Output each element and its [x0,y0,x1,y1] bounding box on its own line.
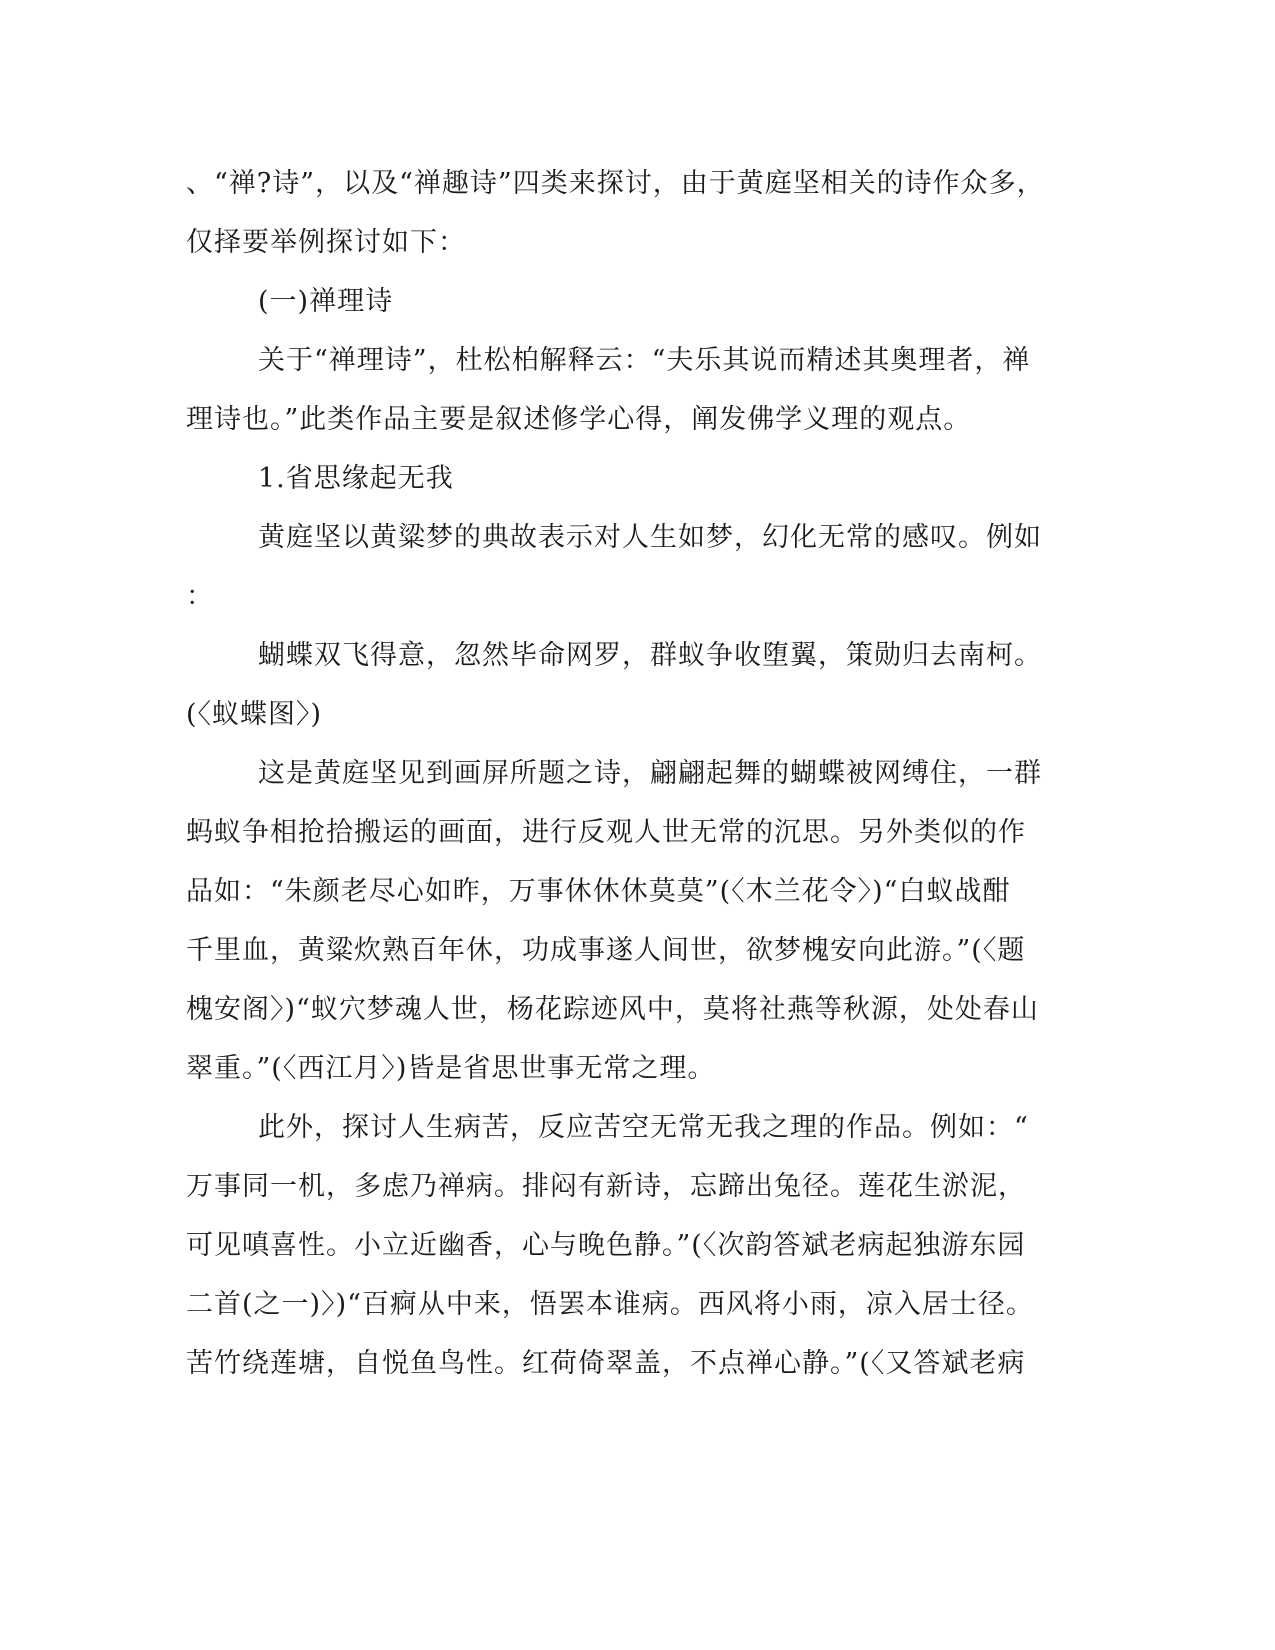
text-line-16: 翠重。”(〈西江月〉)皆是省思世事无常之理。 [186,1053,716,1084]
poem-line: 蝴蝶双飞得意，忽然毕命网罗，群蚁争收堕翼，策勋归去南柯。 [258,640,1042,671]
text-line-1: 、“禅?诗”，以及“禅趣诗”四类来探讨，由于黄庭坚相关的诗作众多， [186,168,1045,199]
text-line-5: 理诗也。”此类作品主要是叙述修学心得，阐发佛学义理的观点。 [186,404,972,435]
text-line-8: ： [186,581,214,612]
text-line-7: 黄庭坚以黄粱梦的典故表示对人生如梦，幻化无常的感叹。例如 [258,522,1042,553]
text-line-4: 关于“禅理诗”，杜松柏解释云：“夫乐其说而精述其奥理者，禅 [258,345,1031,376]
text-line-20: 二首(之一)〉)“百痾从中来，悟罢本谁病。西风将小雨，凉入居士径。 [186,1289,1034,1320]
text-line-13: 品如：“朱颜老尽心如昨，万事休休休莫莫”(〈木兰花令〉)“白蚁战酣 [186,876,1011,907]
subsection-heading: 1.省思缘起无我 [258,463,454,494]
text-line-12: 蚂蚁争相抢拾搬运的画面，进行反观人世无常的沉思。另外类似的作 [186,817,1026,848]
text-line-19: 可见嗔喜性。小立近幽香，心与晚色静。”(〈次韵答斌老病起独游东园 [186,1230,1026,1261]
text-line-18: 万事同一机，多虑乃禅病。排闷有新诗，忘蹄出兔径。莲花生淤泥， [186,1171,1026,1202]
text-line-11: 这是黄庭坚见到画屏所题之诗，翩翩起舞的蝴蝶被网缚住，一群 [258,758,1042,789]
poem-citation: (〈蚁蝶图〉) [186,699,323,730]
section-heading: (一)禅理诗 [258,286,394,317]
text-line-15: 槐安阁〉)“蚁穴梦魂人世，杨花踪迹风中，莫将社燕等秋源，处处春山 [186,994,1039,1025]
text-line-14: 千里血，黄粱炊熟百年休，功成事遂人间世，欲梦槐安向此游。”(〈题 [186,935,1026,966]
text-line-2: 仅择要举例探讨如下： [186,227,466,258]
text-line-17: 此外，探讨人生病苦，反应苦空无常无我之理的作品。例如：“ [258,1112,1029,1143]
text-line-21: 苦竹绕莲塘，自悦鱼鸟性。红荷倚翠盖，不点禅心静。”(〈又答斌老病 [186,1348,1026,1379]
